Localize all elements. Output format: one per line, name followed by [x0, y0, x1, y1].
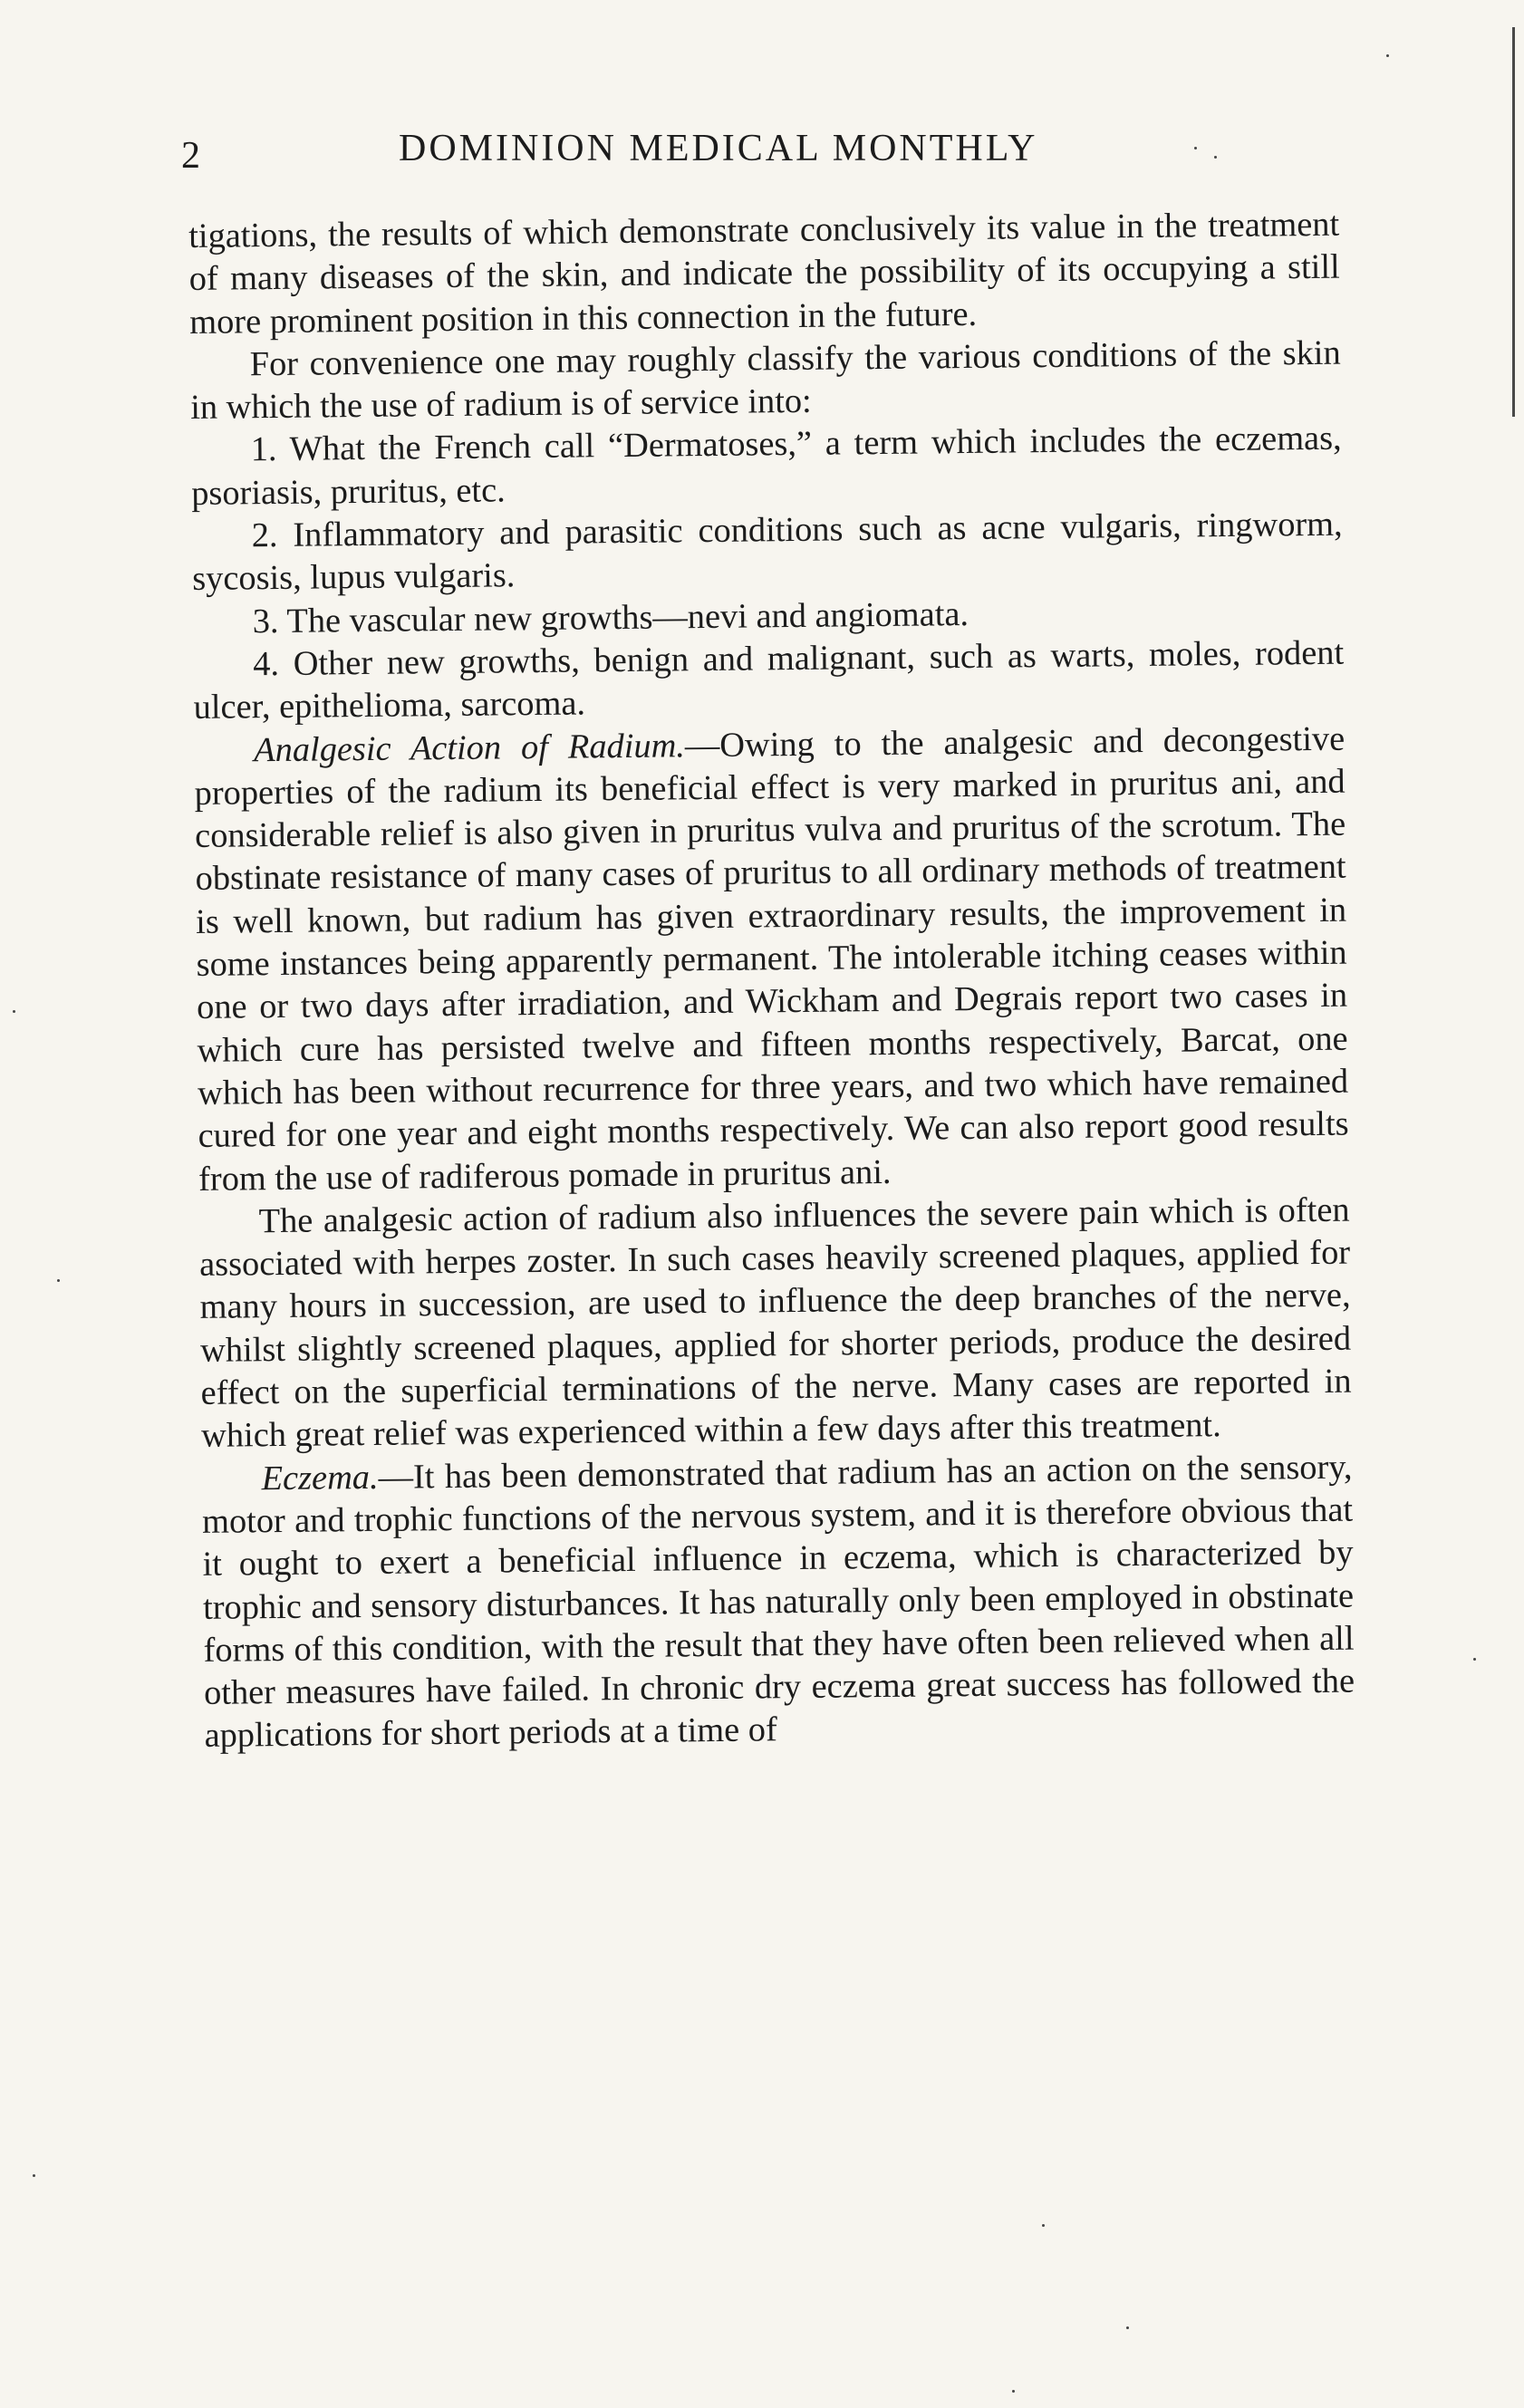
body-text — [188, 204, 1355, 1758]
page-header — [181, 127, 1359, 190]
paragraph-analgesic — [194, 718, 1349, 1201]
list-item: 4. Other new growths, benign and malignant, such as warts, moles, rodent ulcer, epithelioma, sarcoma. — [193, 633, 1345, 727]
scan-speck — [1126, 2326, 1129, 2329]
paragraph-eczema — [201, 1446, 1355, 1758]
analgesic-text: —Owing to the analgesic and decongestive properties of the radium its beneficial effect is very marked in pruritus ani, and considerable relief is also given in pruritus vulva and pruritus of the scrotum. The obstinate resistance of many cases of pruritus to all ordinary methods of treatment is well known, but radium has given extraordinary results, the improvement in some instances being apparently permanent. The intolerable itching ceases within one or two days after irradiation, and Wickham and Degrais report two cases in which cure has persisted twelve and fifteen months respectively, Barcat, one which has been without recurrence for three years, and two which have remained cured for one year and eight months respectively. We can also report good results from the use of radiferous pomade in pruritus ani. — [194, 719, 1349, 1199]
page-number: 2 — [181, 135, 201, 177]
paragraph-classification: For convenience one may roughly classify the various conditions of the skin in which the use of radium is of service into: — [190, 333, 1341, 428]
list-item: 2. Inflammatory and parasitic conditions such as acne vulgaris, ringworm, sycosis, lupus vulgaris. — [191, 505, 1343, 599]
scan-speck — [13, 1010, 15, 1013]
section-heading-analgesic: Analgesic Action of Radium. — [253, 726, 686, 769]
scan-speck — [1042, 2224, 1045, 2227]
running-head: DOMINION MEDICAL MONTHLY — [399, 128, 1038, 169]
paragraph-continuation: tigations, the results of which demonstrate conclusively its value in the treatment of many diseases of the skin, and indicate the possibility of its occupying a still more prominent position in this connection in the future. — [188, 205, 1340, 342]
list-item: 3. The vascular new growths—nevi and angiomata. — [252, 594, 969, 641]
scan-speck — [1473, 1658, 1476, 1661]
scan-speck — [57, 1279, 60, 1282]
section-heading-eczema: Eczema. — [261, 1458, 379, 1498]
list-item: 1. What the French call “Dermatoses,” a term which includes the eczemas, psoriasis, pruritus, etc. — [190, 419, 1342, 513]
paragraph-herpes: The analgesic action of radium also influences the severe pain which is often associated with herpes zoster. In such cases heavily screened plaques, applied for many hours in succession, are used to influence the deep branches of the nerve, whilst slightly screened plaques, applied for shorter periods, produce the desired effect on the superficial terminations of the nerve. Many cases are reported in which great relief was experienced within a few days after this treatment. — [198, 1190, 1352, 1456]
page-edge-rule — [1512, 27, 1515, 417]
scan-speck — [1214, 156, 1217, 159]
scan-speck — [1012, 2390, 1015, 2393]
scan-speck — [1194, 147, 1197, 149]
scan-speck — [33, 2174, 35, 2177]
eczema-text: —It has been demonstrated that radium has an action on the sensory, motor and trophic functions of the nervous system, and it is therefore obvious that it ought to exert a beneficial influence in eczema, which is characterized by trophic and sensory disturbances. It has naturally only been employed in obstinate forms of this condition, with the result that they have often been relieved when all other measures have failed. In chronic dry eczema great success has followed the applications for short periods at a time of — [201, 1448, 1355, 1756]
scan-speck — [1386, 54, 1389, 57]
